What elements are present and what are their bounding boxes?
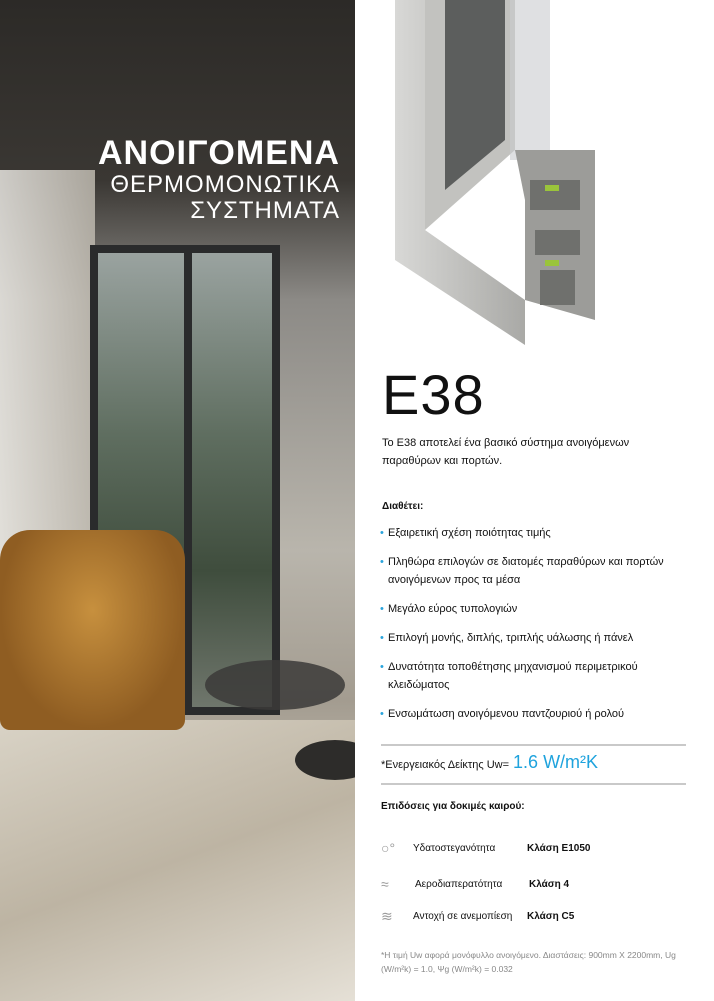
performance-row xyxy=(381,840,590,856)
footnote: *Η τιμή Uw αφορά μονόφυλλο ανοιγόμενο. Διαστάσεις: 900mm X 2200mm, Ug (W/m²k) = 1.0, Ψg (W/m²k) = 0.032 xyxy=(381,950,676,974)
divider xyxy=(381,744,686,746)
energy-value: 1.6 W/m²K xyxy=(513,752,599,772)
hero-title xyxy=(0,134,340,224)
wind-icon: ≋ xyxy=(381,908,393,924)
energy-index xyxy=(381,752,598,773)
performance-row xyxy=(381,908,574,924)
intro-text: Το E38 αποτελεί ένα βασικό σύστημα ανοιγόμενων παραθύρων και πορτών. xyxy=(382,437,630,467)
performance-label: Αεροδιαπερατότητα xyxy=(415,878,503,890)
feature-item: • Ενσωμάτωση ανοιγόμενου παντζουριού ή ρολού xyxy=(382,705,692,723)
performance-heading: Επιδόσεις για δοκιμές καιρού: xyxy=(381,801,525,812)
performance-row xyxy=(381,876,569,892)
armchair xyxy=(0,530,185,730)
performance-value: Κλάση 4 xyxy=(529,878,570,890)
coffee-table xyxy=(205,660,345,710)
features-heading: Διαθέτει: xyxy=(382,501,424,512)
feature-item: • Επιλογή μονής, διπλής, τριπλής υάλωσης ή πάνελ xyxy=(382,629,692,647)
features-list xyxy=(382,524,692,734)
air-waves-icon: ≈ xyxy=(381,876,389,892)
title-line1: ΑΝΟΙΓΟΜΕΝΑ xyxy=(98,134,340,172)
title-line3: ΣΥΣΤΗΜΑΤΑ xyxy=(190,197,340,224)
feature-item: • Δυνατότητα τοποθέτησης μηχανισμού περιμετρικού κλειδώματος xyxy=(382,658,692,694)
performance-value: Κλάση E1050 xyxy=(527,842,591,854)
performance-label: Υδατοστεγανότητα xyxy=(413,842,496,854)
feature-item: • Πληθώρα επιλογών σε διατομές παραθύρων και πορτών ανοιγόμενων προς τα μέσα xyxy=(382,553,692,589)
profile-section-image xyxy=(395,0,635,345)
model-name: E38 xyxy=(382,363,485,426)
title-line2: ΘΕΡΜΟΜΟΝΩΤΙΚΑ xyxy=(110,171,340,198)
performance-value: Κλάση C5 xyxy=(527,910,575,922)
performance-label: Αντοχή σε ανεμοπίεση xyxy=(413,910,513,922)
feature-item: • Εξαιρετική σχέση ποιότητας τιμής xyxy=(382,524,692,542)
water-drops-icon: ○° xyxy=(381,840,396,856)
divider xyxy=(381,783,686,785)
energy-label: *Ενεργειακός Δείκτης Uw= xyxy=(381,759,510,771)
feature-item: • Μεγάλο εύρος τυπολογιών xyxy=(382,600,692,618)
